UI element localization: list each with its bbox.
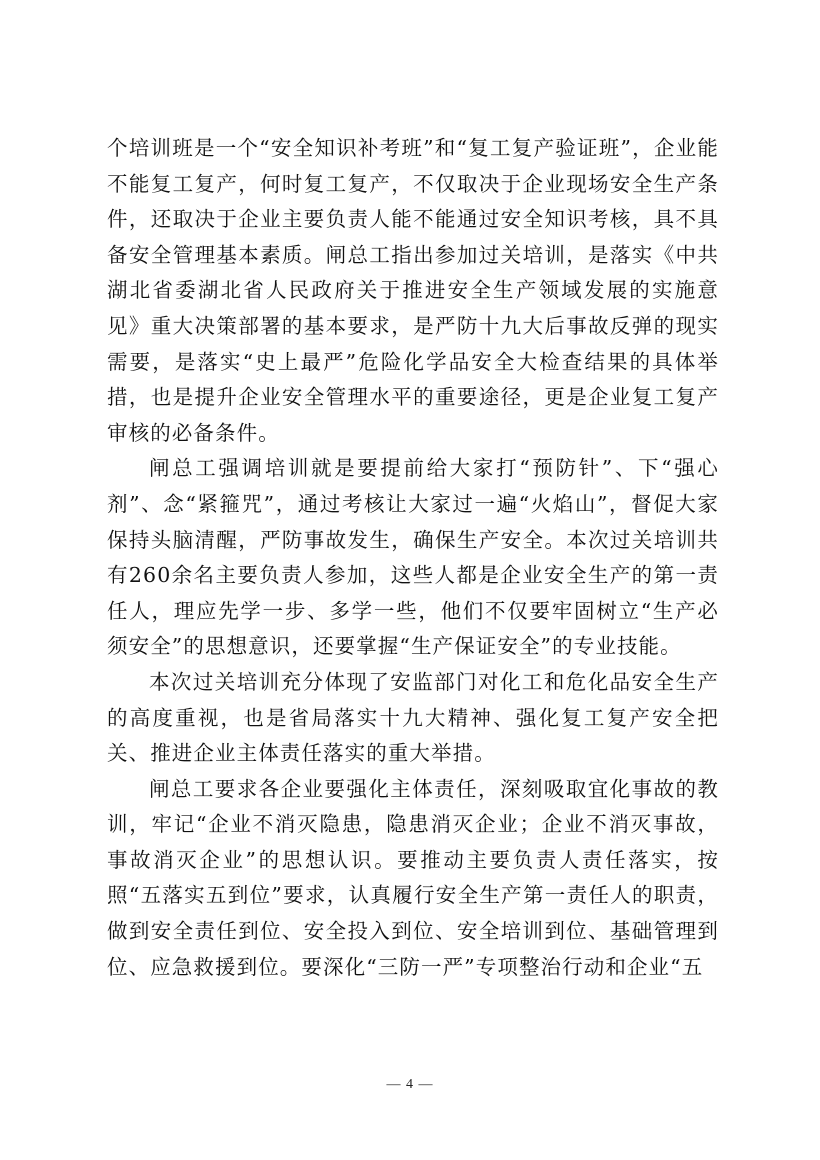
paragraph-training-emphasis: 闸总工强调培训就是要提前给大家打“预防针”、下“强心剂”、念“紧箍咒”，通过考核让大家过一遍“火焰山”，督促大家保持头脑清醒，严防事故发生，确保生产安全。本次过关培训共有260余名主要负责人参加，这些人都是企业安全生产的第一责任人，理应先学一步、多学一些，他们不仅要牢固树立“生产必须安全”的思想意识，还要掌握“生产保证安全”的专业技能。 — [107, 456, 719, 659]
body-text — [107, 131, 719, 985]
paragraph-requirements: 闸总工要求各企业要强化主体责任，深刻吸取宜化事故的教训，牢记“企业不消灭隐患，隐患消灭企业；企业不消灭事故，事故消灭企业”的思想认识。要推动主要负责人责任落实，按照“五落实五到位”要求，认真履行安全生产第一责任人的职责，做到安全责任到位、安全投入到位、安全培训到位、基础管理到位、应急救援到位。要深化“三防一严”专项整治行动和企业“五 — [107, 776, 719, 979]
paragraph-training-significance: 本次过关培训充分体现了安监部门对化工和危化品安全生产的高度重视，也是省局落实十九大精神、强化复工复产安全把关、推进企业主体责任落实的重大举措。 — [107, 669, 719, 766]
paragraph-continuation: 个培训班是一个“安全知识补考班”和“复工复产验证班”，企业能不能复工复产，何时复工复产，不仅取决于企业现场安全生产条件，还取决于企业主要负责人能不能通过安全知识考核，具不具备安全管理基本素质。闸总工指出参加过关培训，是落实《中共湖北省委湖北省人民政府关于推进安全生产领域发展的实施意见》重大决策部署的基本要求，是严防十九大后事故反弹的现实需要，是落实“史上最严”危险化学品安全大检查结果的具体举措，也是提升企业安全管理水平的重要途径，更是企业复工复产审核的必备条件。 — [107, 136, 719, 445]
page-number: — 4 — — [386, 1077, 434, 1092]
